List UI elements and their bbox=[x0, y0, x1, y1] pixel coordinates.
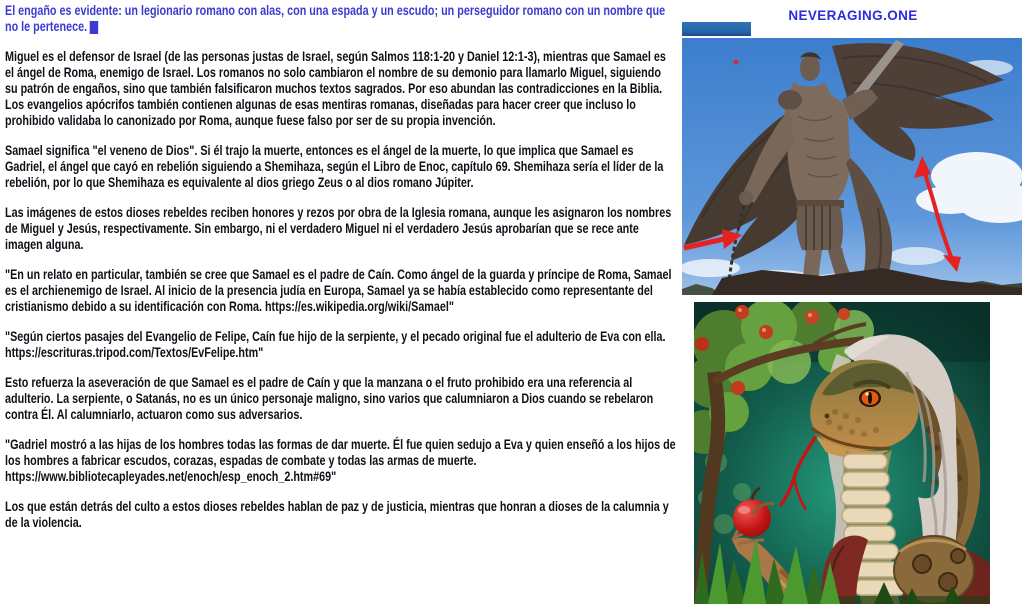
serpent-eye bbox=[859, 389, 881, 407]
text-cursor bbox=[89, 21, 97, 34]
paragraph-5: "Según ciertos pasajes del Evangelio de Felipe, Caín fue hijo de la serpiente, y el pecado original fue el adulterio de Eva con ella. https://escrituras.tripod.com/Textos/EvFelipe.htm" bbox=[5, 328, 666, 360]
paragraph-7: "Gadriel mostró a las hijas de los hombres todas las formas de dar muerte. Él fue quien sedujo a Eva y quien enseñó a los hijos de los hombres a fabricar escudos, corazas, espadas de combate y todas las armas de muerte. https://www.bibliotecapleyades.net/enoch/esp_enoch_2.htm#69" bbox=[5, 436, 676, 484]
paragraph-2: Samael significa "el veneno de Dios". Si él trajo la muerte, entonces es el ángel de la muerte, lo que implica que Samael es Gadriel, el ángel que cayó en rebelión siguiendo a Shemihaza, según el Libro de Enoc, capítulo 69. Shemihaza sería el líder de la rebelión, por lo que Shemihaza es equivalente al dios griego Zeus o al dios romano Júpiter. bbox=[5, 142, 664, 190]
lead-heading bbox=[5, 2, 676, 34]
lead-heading-text: El engaño es evidente: un legionario romano con alas, con una espada y un escudo; un perseguidor romano con un nombre que no le pertenece. bbox=[5, 2, 666, 34]
paragraph-3: Las imágenes de estos dioses rebeldes reciben honores y rezos por obra de la Iglesia romana, aunque les asignaron los nombres de Miguel y Jesús, respectivamente. Sin embargo, ni el verdadero Miguel ni el verdadero Jesús aprobarían que se rece ante imagen alguna. bbox=[5, 204, 672, 252]
red-dot bbox=[734, 60, 739, 65]
article-text[interactable] bbox=[5, 2, 676, 544]
paragraph-4: "En un relato en particular, también se cree que Samael es el padre de Caín. Como ángel de la guarda y príncipe de Roma, Samael es el archienemigo de Israel. Al inicio de la presencia judía en Europa, Samael ya se había establecido como representante del cristianismo debido a su identificación con Roma. https://es.wikipedia.org/wiki/Samael" bbox=[5, 266, 672, 314]
site-title[interactable]: NEVERAGING.ONE bbox=[788, 8, 918, 23]
paragraph-1: Miguel es el defensor de Israel (de las personas justas de Israel, según Salmos 118:1-20 y Daniel 12:1-3), mientras que Samael es el ángel de Roma, enemigo de Israel. Los romanos no solo cambiaron el nombre de su demonio para llamarlo Miguel, siguiendo su patrón de engaños, sino que también falsificaron muchos textos sagrados. Por eso abundan las contradicciones en la Biblia. Los evangelios apócrifos también contienen algunas de esas mentiras romanas, diseñadas para hacer creer que incluso lo prohibido validaba lo canonizado por Roma, aunque fuese falso por ser de su propia invención. bbox=[5, 48, 666, 128]
blue-banner bbox=[682, 22, 751, 36]
serpent-photo bbox=[694, 302, 990, 604]
paragraph-8: Los que están detrás del culto a estos dioses rebeldes hablan de paz y de justicia, mientras que honran a dioses de la calumnia y de la violencia. bbox=[5, 498, 669, 530]
statue-photo bbox=[682, 38, 1022, 295]
paragraph-6: Esto refuerza la aseveración de que Samael es el padre de Caín y que la manzana o el fruto prohibido era una referencia al adulterio. La serpiente, o Satanás, no es un único personaje maligno, sino varios que calumniaron a Dios cuando se rebelaron contra Él. Al calumniarlo, actuaron como sus adversarios. bbox=[5, 374, 654, 422]
